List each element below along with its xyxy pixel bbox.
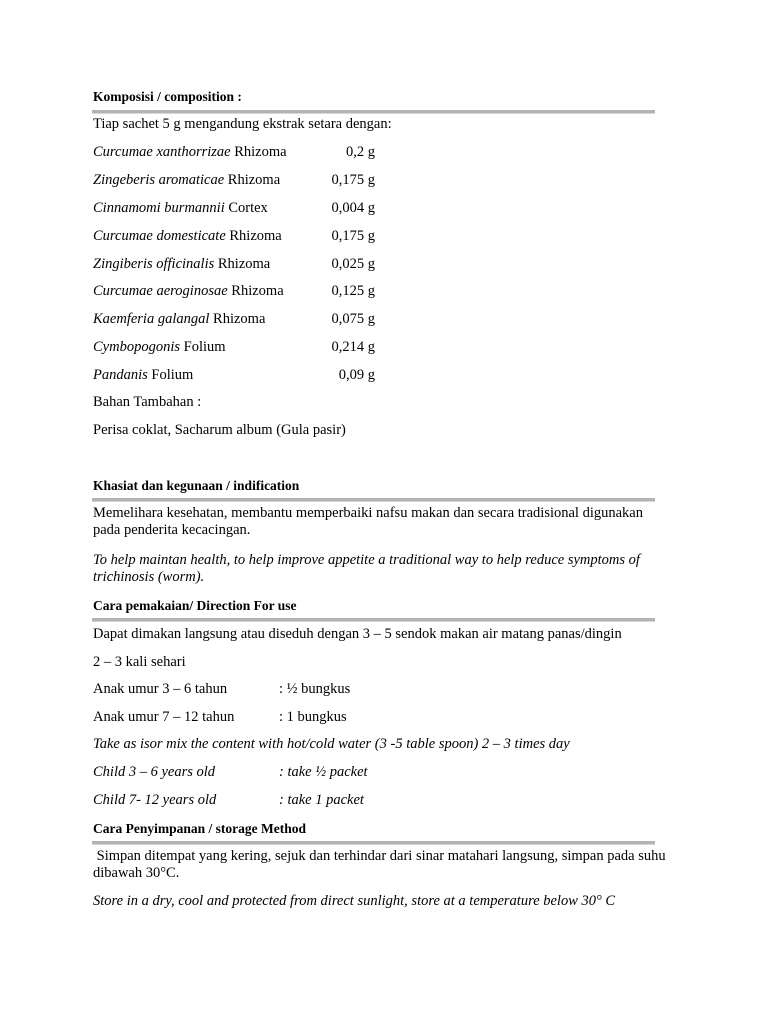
dose-en-amount: : take 1 packet <box>279 792 364 808</box>
direction-line2: 2 – 3 kali sehari <box>93 654 186 670</box>
ingredient-latin: Cymbopogonis <box>93 339 180 355</box>
dose-id-who: Anak umur 3 – 6 tahun <box>93 681 228 697</box>
ingredient-latin: Zingeberis aromaticae <box>93 172 225 188</box>
ingredient-name <box>93 228 282 245</box>
additives-text: Perisa coklat, Sacharum album (Gula pasir) <box>93 422 346 438</box>
ingredient-part: Rhizoma <box>227 172 281 188</box>
ingredient-part: Folium <box>151 367 194 383</box>
ingredient-amount: 0,075 g <box>331 311 375 327</box>
ingredient-amount: 0,025 g <box>331 256 375 272</box>
ingredient-amount: 0,2 g <box>346 144 375 160</box>
dose-id-amount: : ½ bungkus <box>279 681 351 697</box>
direction-rule <box>92 618 655 622</box>
indication-rule <box>92 498 655 502</box>
direction-heading: Cara pemakaian/ Direction For use <box>93 598 297 613</box>
composition-heading: Komposisi / composition : <box>93 89 242 104</box>
ingredient-amount: 0,09 g <box>338 367 375 383</box>
indication-heading: Khasiat dan kegunaan / indification <box>93 478 300 493</box>
ingredient-amount: 0,175 g <box>331 228 375 244</box>
ingredient-name <box>93 367 193 384</box>
ingredient-amount: 0,125 g <box>331 283 375 299</box>
ingredient-part: Folium <box>183 339 226 355</box>
direction-line1: Dapat dimakan langsung atau diseduh dengan 3 – 5 sendok makan air matang panas/dingin <box>93 626 622 642</box>
ingredient-part: Rhizoma <box>234 144 287 160</box>
storage-rule <box>92 841 655 845</box>
dose-en-amount: : take ½ packet <box>279 764 368 780</box>
ingredient-name <box>93 200 268 217</box>
ingredient-name <box>93 311 265 328</box>
ingredient-part: Rhizoma <box>213 311 266 327</box>
ingredient-name <box>93 144 287 161</box>
ingredient-part: Rhizoma <box>229 228 282 244</box>
storage-heading: Cara Penyimpanan / storage Method <box>93 821 306 836</box>
ingredient-name <box>93 172 280 189</box>
composition-intro: Tiap sachet 5 g mengandung ekstrak setara dengan: <box>93 116 392 132</box>
ingredient-name <box>93 283 284 300</box>
additives-label: Bahan Tambahan : <box>93 394 202 410</box>
dose-en-who: Child 7- 12 years old <box>93 792 217 808</box>
ingredient-name <box>93 339 226 356</box>
dose-en-who: Child 3 – 6 years old <box>93 764 216 780</box>
ingredient-latin: Zingiberis officinalis <box>93 256 215 272</box>
storage-text-en: Store in a dry, cool and protected from direct sunlight, store at a temperature below 30° C <box>93 893 616 909</box>
ingredient-name <box>93 256 270 273</box>
ingredient-amount: 0,214 g <box>331 339 375 355</box>
ingredient-part: Rhizoma <box>231 283 284 299</box>
ingredient-latin: Kaemferia galangal <box>93 311 210 327</box>
ingredient-latin: Cinnamomi burmannii <box>93 200 225 216</box>
indication-text-en: To help maintan health, to help improve appetite a traditional way to help reduce symptoms of trichinosis (worm). <box>93 552 640 585</box>
dose-id-who: Anak umur 7 – 12 tahun <box>93 709 235 725</box>
ingredient-amount: 0,004 g <box>331 200 375 216</box>
indication-text-id: Memelihara kesehatan, membantu memperbaiki nafsu makan dan secara tradisional digunakan pada penderita kecacingan. <box>93 505 643 538</box>
dose-id-amount: : 1 bungkus <box>279 709 347 725</box>
storage-text-id: Simpan ditempat yang kering, sejuk dan terhindar dari sinar matahari langsung, simpan pada suhu dibawah 30°C. <box>93 848 670 881</box>
ingredient-latin: Curcumae domesticate <box>93 228 226 244</box>
ingredient-amount: 0,175 g <box>331 172 375 188</box>
direction-line-en: Take as isor mix the content with hot/cold water (3 -5 table spoon) 2 – 3 times day <box>93 736 570 752</box>
ingredient-latin: Curcumae xanthorrizae <box>93 144 231 160</box>
ingredient-latin: Curcumae aeroginosae <box>93 283 228 299</box>
ingredient-part: Rhizoma <box>217 256 271 272</box>
ingredient-part: Cortex <box>228 200 268 216</box>
ingredient-latin: Pandanis <box>93 367 148 383</box>
composition-rule <box>92 110 655 114</box>
